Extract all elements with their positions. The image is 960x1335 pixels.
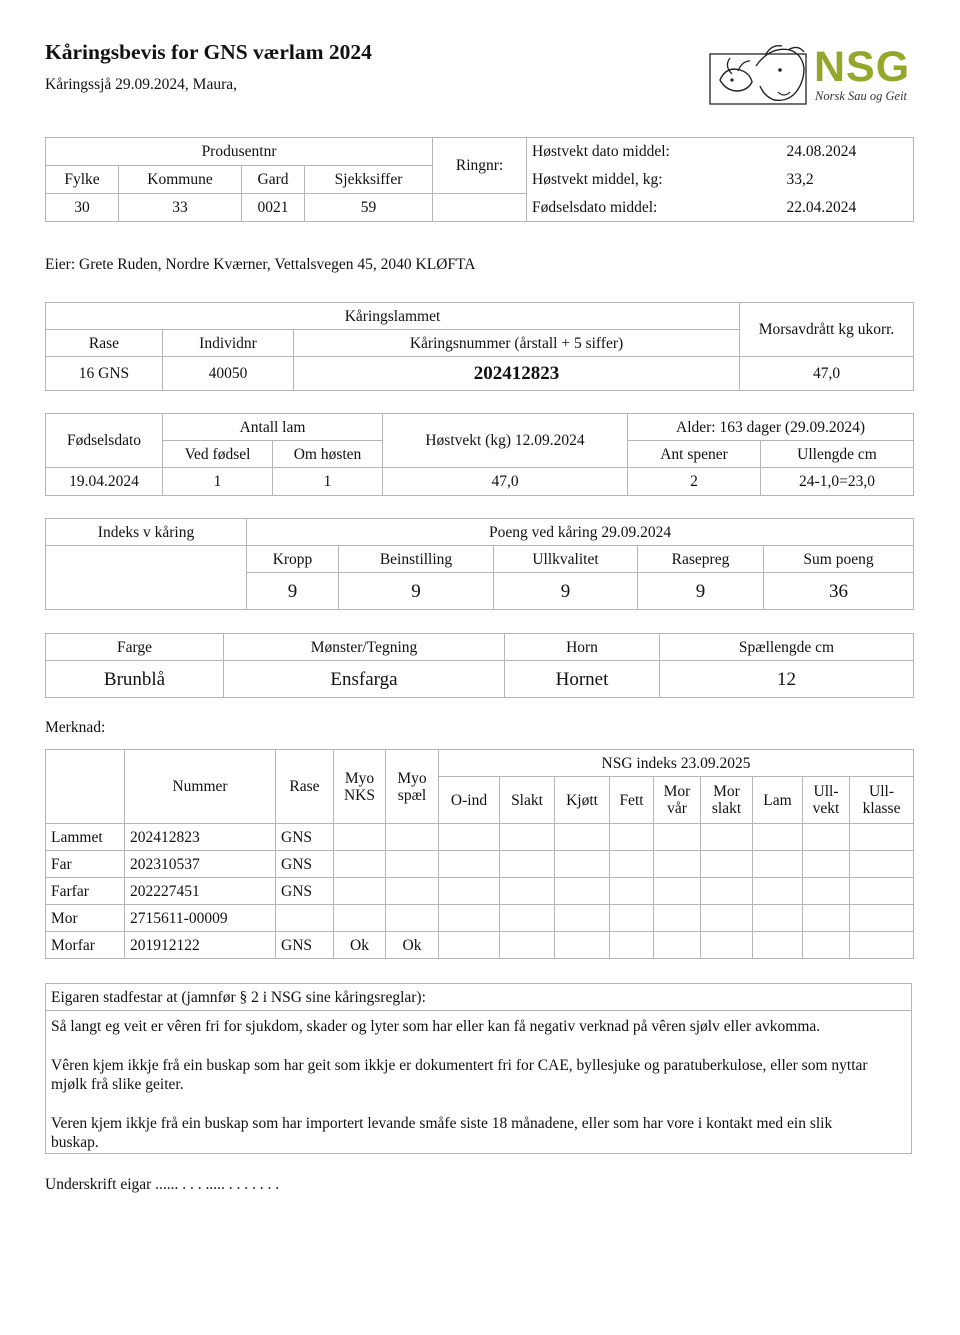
row-rase: GNS xyxy=(276,851,334,878)
ved-fodsel-label: Ved fødsel xyxy=(163,441,273,468)
farge-label: Farge xyxy=(46,634,224,661)
myo-nks-header: Myo NKS xyxy=(334,750,386,824)
row-myo-spael xyxy=(386,905,439,932)
row-nummer: 202412823 xyxy=(125,824,276,851)
hostvekt-label: Høstvekt (kg) 12.09.2024 xyxy=(383,414,628,468)
score-value-sum: 36 xyxy=(764,573,914,610)
farge-value: Brunblå xyxy=(46,661,224,698)
score-header-sum: Sum poeng xyxy=(764,546,914,573)
table-row xyxy=(46,905,914,932)
producer-value-fylke: 30 xyxy=(46,194,119,222)
table-row xyxy=(46,878,914,905)
ringnr-value xyxy=(433,194,527,222)
declaration-paragraph-1: Så langt eg veit er vêren fri for sjukdom, skader og lyter som har eller kan få negativ verknad på vêren sjølv eller avkomma. xyxy=(51,1018,821,1035)
table-row xyxy=(46,824,914,851)
scores-table xyxy=(45,518,914,610)
row-rase: GNS xyxy=(276,932,334,959)
ullengde-value: 24-1,0=23,0 xyxy=(761,468,914,496)
pedigree-table xyxy=(45,749,914,959)
lamb-kaaringsnr-value: 202412823 xyxy=(294,357,740,391)
score-value-ullkvalitet: 9 xyxy=(494,573,638,610)
weight-value-3: 22.04.2024 xyxy=(782,194,914,222)
logo-text: NSG xyxy=(814,43,911,91)
score-header-rasepreg: Rasepreg xyxy=(638,546,764,573)
index-header-mor-var: Mor vår xyxy=(654,777,701,824)
producer-group-label: Produsentnr xyxy=(46,138,433,166)
owner-signature-line: Underskrift eigar ...... . . . ..... . . . . . . . xyxy=(45,1176,280,1193)
spaellengde-label: Spællengde cm xyxy=(660,634,914,661)
score-header-kropp: Kropp xyxy=(247,546,339,573)
merknad-label: Merknad: xyxy=(45,719,106,736)
lamb-table xyxy=(45,302,914,391)
morsavdraatt-label: Morsavdrått kg ukorr. xyxy=(740,303,914,357)
role-header xyxy=(46,750,125,824)
row-role: Far xyxy=(46,851,125,878)
producer-value-gard: 0021 xyxy=(242,194,305,222)
declaration-paragraph-3: Veren kjem ikkje frå ein buskap som har importert levande småfe siste 18 månadene, eller som har vore i kontakt med ein slik buskap. xyxy=(51,1115,833,1151)
row-myo-nks xyxy=(334,905,386,932)
om-hosten-label: Om høsten xyxy=(273,441,383,468)
row-myo-nks xyxy=(334,824,386,851)
nummer-header: Nummer xyxy=(125,750,276,824)
index-header-ullvekt: Ull-vekt xyxy=(803,777,850,824)
row-rase: GNS xyxy=(276,824,334,851)
indeks-label: Indeks v kåring xyxy=(46,519,247,546)
row-role: Farfar xyxy=(46,878,125,905)
score-value-rasepreg: 9 xyxy=(638,573,764,610)
declaration-heading: Eigaren stadfestar at (jamnfør § 2 i NSG sine kåringsreglar): xyxy=(46,984,911,1011)
score-header-ullkvalitet: Ullkvalitet xyxy=(494,546,638,573)
row-rase xyxy=(276,905,334,932)
lamb-individ-value: 40050 xyxy=(163,357,294,391)
row-myo-nks: Ok xyxy=(334,932,386,959)
hostvekt-value: 47,0 xyxy=(383,468,628,496)
horn-value: Hornet xyxy=(505,661,660,698)
row-rase: GNS xyxy=(276,878,334,905)
table-row xyxy=(46,932,914,959)
weight-label-2: Høstvekt middel, kg: xyxy=(527,166,782,194)
producer-value-kommune: 33 xyxy=(119,194,242,222)
row-myo-spael xyxy=(386,824,439,851)
owner-declaration xyxy=(45,983,912,1154)
score-value-kropp: 9 xyxy=(247,573,339,610)
lamb-rase-label: Rase xyxy=(46,330,163,357)
lamb-individ-label: Individnr xyxy=(163,330,294,357)
lamb-rase-value: 16 GNS xyxy=(46,357,163,391)
monster-value: Ensfarga xyxy=(224,661,505,698)
weight-value-1: 24.08.2024 xyxy=(782,138,914,166)
ullengde-label: Ullengde cm xyxy=(761,441,914,468)
page-subtitle: Kåringssjå 29.09.2024, Maura, xyxy=(45,76,237,93)
indeks-value xyxy=(46,546,247,610)
monster-label: Mønster/Tegning xyxy=(224,634,505,661)
myo-spael-header: Myo spæl xyxy=(386,750,439,824)
row-myo-nks xyxy=(334,851,386,878)
page-title: Kåringsbevis for GNS værlam 2024 xyxy=(45,40,372,64)
weight-label-1: Høstvekt dato middel: xyxy=(527,138,782,166)
index-header-slakt: Slakt xyxy=(500,777,555,824)
index-header-mor-slakt: Mor slakt xyxy=(701,777,753,824)
score-header-beinstilling: Beinstilling xyxy=(339,546,494,573)
fodselsdato-value: 19.04.2024 xyxy=(46,468,163,496)
ringnr-label: Ringnr: xyxy=(433,138,527,194)
producer-header-kommune: Kommune xyxy=(119,166,242,194)
birth-table xyxy=(45,413,914,496)
alder-label: Alder: 163 dager (29.09.2024) xyxy=(628,414,914,441)
lamb-kaaringsnr-label: Kåringsnummer (årstall + 5 siffer) xyxy=(294,330,740,357)
producer-table xyxy=(45,137,914,222)
row-myo-spael xyxy=(386,851,439,878)
lamb-group-label: Kåringslammet xyxy=(46,303,740,330)
ved-fodsel-value: 1 xyxy=(163,468,273,496)
table-row xyxy=(46,851,914,878)
row-myo-spael: Ok xyxy=(386,932,439,959)
row-myo-spael xyxy=(386,878,439,905)
weight-label-3: Fødselsdato middel: xyxy=(527,194,782,222)
antall-lam-label: Antall lam xyxy=(163,414,383,441)
morsavdraatt-value: 47,0 xyxy=(740,357,914,391)
horn-label: Horn xyxy=(505,634,660,661)
weight-value-2: 33,2 xyxy=(782,166,914,194)
logo-tagline: Norsk Sau og Geit xyxy=(815,89,908,103)
row-myo-nks xyxy=(334,878,386,905)
poeng-label: Poeng ved kåring 29.09.2024 xyxy=(247,519,914,546)
producer-header-gard: Gard xyxy=(242,166,305,194)
spaellengde-value: 12 xyxy=(660,661,914,698)
producer-header-sjekksiffer: Sjekksiffer xyxy=(305,166,433,194)
ant-spener-value: 2 xyxy=(628,468,761,496)
index-header-oind: O-ind xyxy=(439,777,500,824)
appearance-table xyxy=(45,633,914,698)
om-hosten-value: 1 xyxy=(273,468,383,496)
score-value-beinstilling: 9 xyxy=(339,573,494,610)
rase-header: Rase xyxy=(276,750,334,824)
index-header-lam: Lam xyxy=(753,777,803,824)
index-header-ullklasse: Ull-klasse xyxy=(850,777,914,824)
producer-value-sjekksiffer: 59 xyxy=(305,194,433,222)
owner-line: Eier: Grete Ruden, Nordre Kværner, Vettalsvegen 45, 2040 KLØFTA xyxy=(45,256,476,273)
row-role: Mor xyxy=(46,905,125,932)
row-nummer: 202310537 xyxy=(125,851,276,878)
fodselsdato-label: Fødselsdato xyxy=(46,414,163,468)
row-nummer: 201912122 xyxy=(125,932,276,959)
row-role: Morfar xyxy=(46,932,125,959)
row-nummer: 2715611-00009 xyxy=(125,905,276,932)
index-header-kjott: Kjøtt xyxy=(555,777,610,824)
index-header-fett: Fett xyxy=(610,777,654,824)
ant-spener-label: Ant spener xyxy=(628,441,761,468)
row-nummer: 202227451 xyxy=(125,878,276,905)
declaration-paragraph-2: Vêren kjem ikkje frå ein buskap som har geit som ikkje er dokumentert fri for CAE, byllesjuke og paratuberkulose, eller som nyttar mjølk frå slike geiter. xyxy=(51,1057,868,1093)
nsg-index-header: NSG indeks 23.09.2025 xyxy=(439,750,914,777)
producer-header-fylke: Fylke xyxy=(46,166,119,194)
row-role: Lammet xyxy=(46,824,125,851)
